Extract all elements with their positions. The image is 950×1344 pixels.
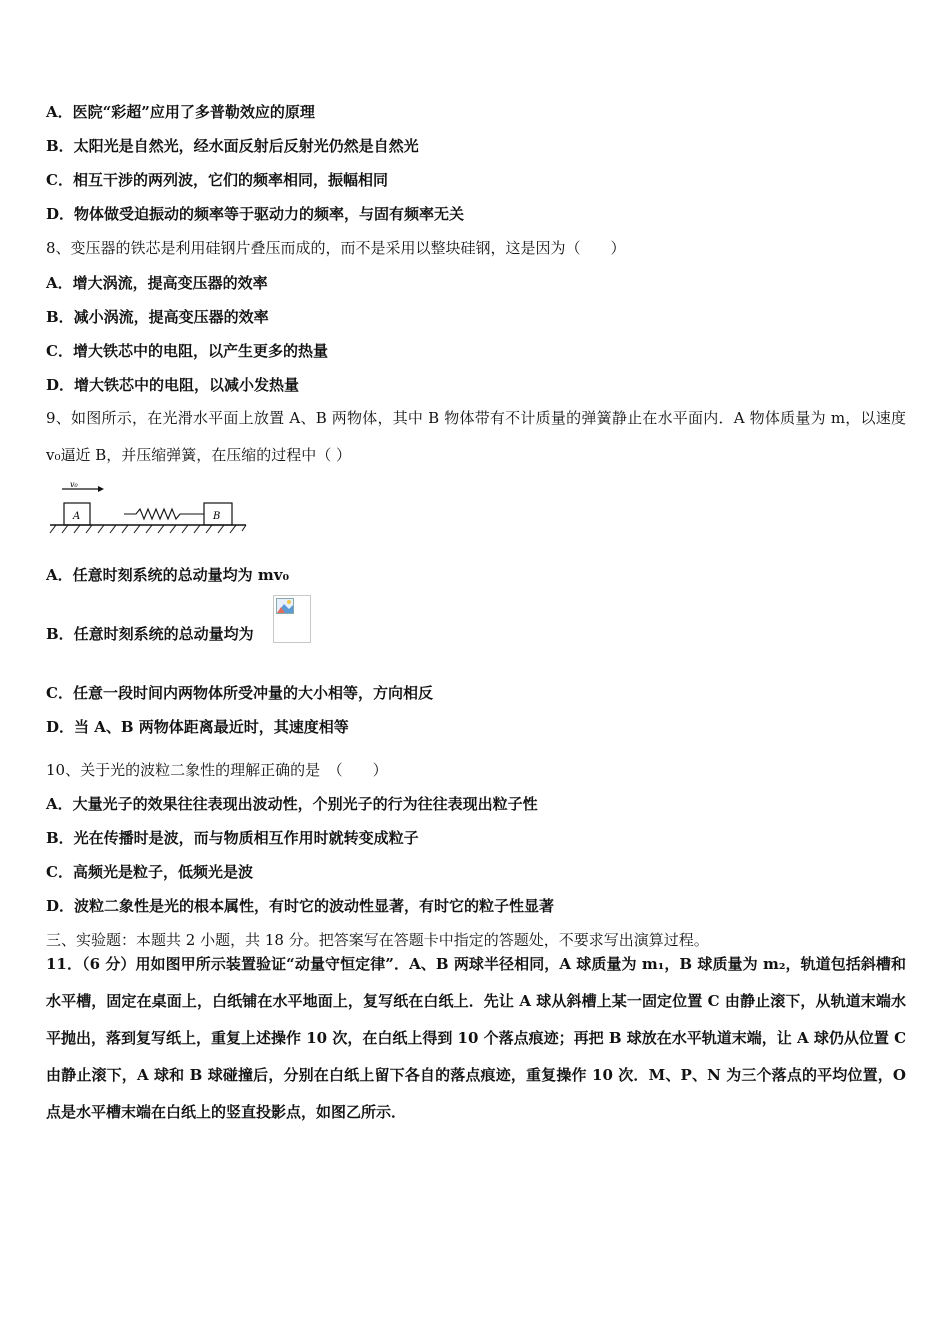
q9-option-d: D．当 A、B 两物体距离最近时，其速度相等 xyxy=(46,718,349,736)
fig-label-v0: v₀ xyxy=(70,481,78,489)
fig-label-a: A xyxy=(73,511,81,522)
q10-option-c: C．高频光是粒子，低频光是波 xyxy=(46,863,253,881)
q9-option-c: C．任意一段时间内两物体所受冲量的大小相等，方向相反 xyxy=(46,684,433,702)
q11-text: 11．（6 分）用如图甲所示装置验证“动量守恒定律”．A、B 两球半径相同，A 球质量为 m₁，B 球质量为 m₂，轨道包括斜槽和水平槽，固定在桌面上，白纸铺在水平地面上，复写纸在白纸上．先让 A 球从斜槽上某一固定位置 C 由静止滚下，从轨道末端水平抛出，落到复写纸上，重复上述操作 10 次，在白纸上得到 10 个落点痕迹；再把 B 球放在水平轨道末端，让 A 球仍从位置 C 由静止滚下，A 球和 B 球碰撞后，分别在白纸上留下各自的落点痕迹，重复操作 10 次．M、P、N 为三个落点的平均位置，O 点是水平槽末端在白纸上的竖直投影点，如图乙所示． xyxy=(46,955,907,1121)
q8-option-b: B．减小涡流，提高变压器的效率 xyxy=(46,308,269,326)
q7-option-d: D．物体做受迫振动的频率等于驱动力的频率，与固有频率无关 xyxy=(46,205,465,223)
q10-option-b: B．光在传播时是波，而与物质相互作用时就转变成粒子 xyxy=(46,829,419,847)
q10-option-d: D．波粒二象性是光的根本属性，有时它的波动性显著，有时它的粒子性显著 xyxy=(46,897,555,915)
q8-option-d: D．增大铁芯中的电阻，以减小发热量 xyxy=(46,376,300,394)
section-3-heading: 三、实验题：本题共 2 小题，共 18 分。把答案写在答题卡中指定的答题处，不要求写出演算过程。 xyxy=(46,931,709,949)
q8-stem: 8、变压器的铁芯是利用硅钢片叠压而成的，而不是采用以整块硅钢，这是因为（ ） xyxy=(46,239,626,257)
q7-option-a: A．医院“彩超”应用了多普勒效应的原理 xyxy=(46,103,315,121)
spring-blocks-figure xyxy=(48,481,248,543)
q9-stem: 9、如图所示，在光滑水平面上放置 A、B 两物体，其中 B 物体带有不计质量的弹簧静止在水平面内．A 物体质量为 m，以速度 v₀逼近 B，并压缩弹簧，在压缩的过程中（ ） xyxy=(46,409,906,464)
q9-option-a: A．任意时刻系统的总动量均为 mv₀ xyxy=(46,566,290,584)
image-placeholder-icon xyxy=(276,598,294,614)
q9-option-b: B．任意时刻系统的总动量均为 xyxy=(46,625,254,643)
q10-stem: 10、关于光的波粒二象性的理解正确的是 （ ） xyxy=(46,761,388,779)
fig-label-b: B xyxy=(213,511,221,522)
q10-option-a: A．大量光子的效果往往表现出波动性，个别光子的行为往往表现出粒子性 xyxy=(46,795,538,813)
q8-option-a: A．增大涡流，提高变压器的效率 xyxy=(46,274,268,292)
q7-option-c: C．相互干涉的两列波，它们的频率相同，振幅相同 xyxy=(46,171,388,189)
broken-image-icon xyxy=(273,595,311,643)
q7-option-b: B．太阳光是自然光，经水面反射后反射光仍然是自然光 xyxy=(46,137,419,155)
q8-option-c: C．增大铁芯中的电阻，以产生更多的热量 xyxy=(46,342,328,360)
spring-icon xyxy=(124,509,204,519)
